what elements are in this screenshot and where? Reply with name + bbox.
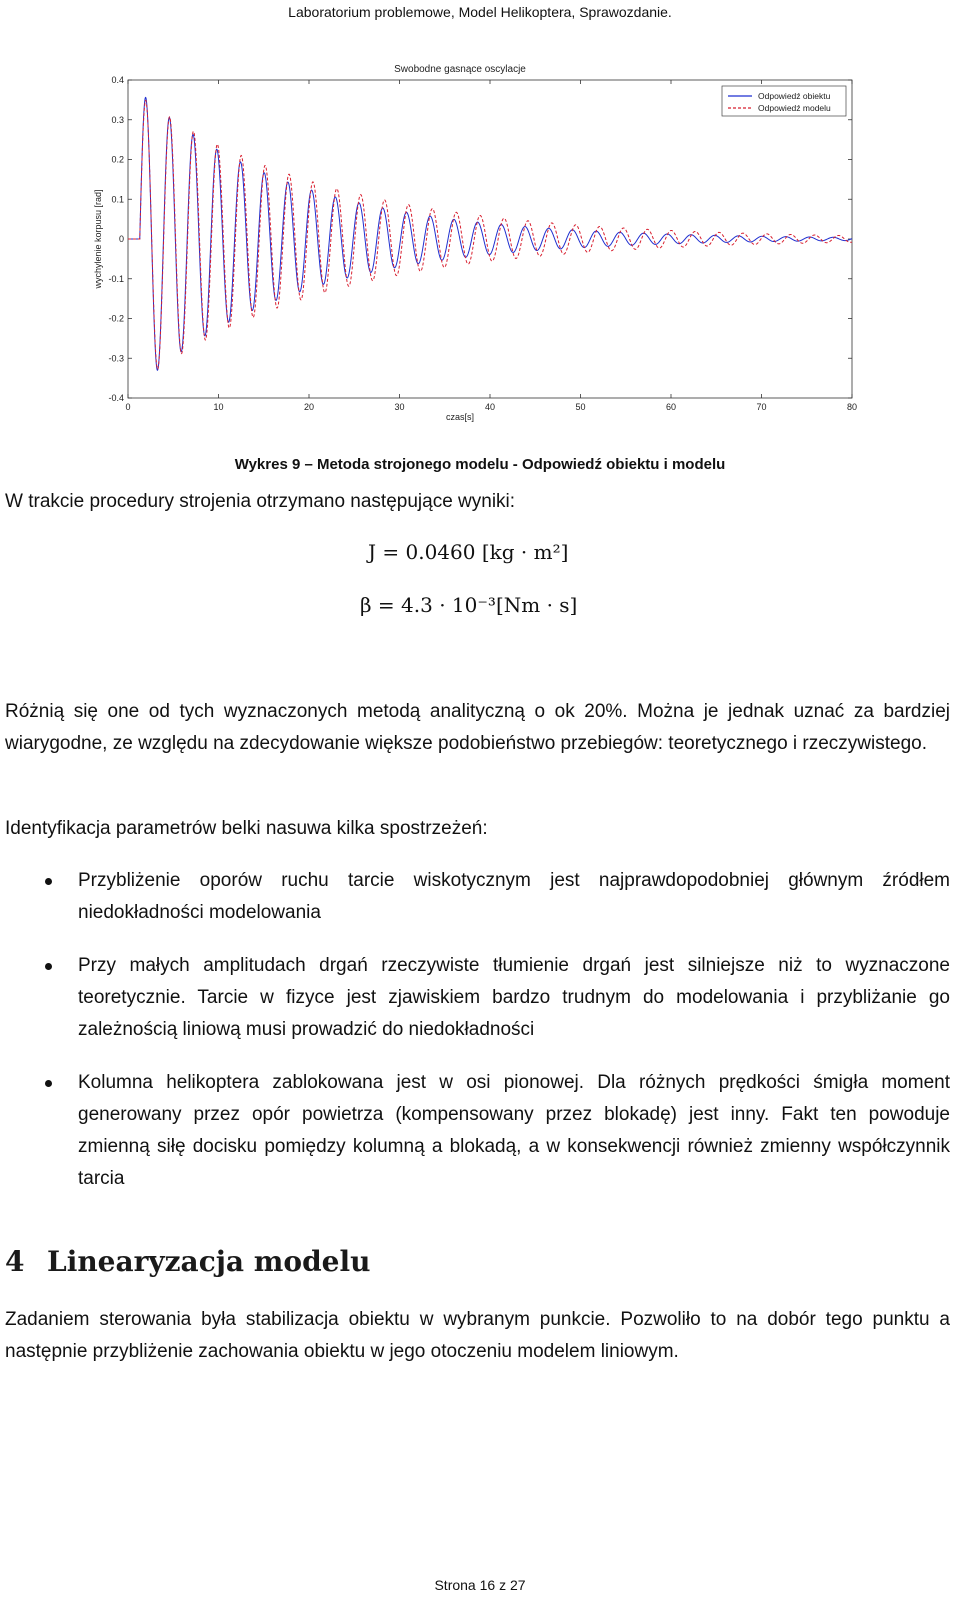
x-axis-label: czas[s]: [445, 412, 475, 422]
oscillation-chart: [70, 58, 890, 438]
x-tick-label: 80: [846, 402, 858, 412]
bullet-icon: [45, 878, 52, 885]
bullet-icon: [45, 1080, 52, 1087]
page-footer: Strona 16 z 27: [434, 1577, 526, 1593]
figure-caption: Wykres 9 – Metoda strojonego modelu - Odpowiedź obiektu i modelu: [234, 456, 726, 473]
paragraph-observations: Identyfikacja parametrów belki nasuwa kilka spostrzeżeń:: [5, 818, 488, 839]
y-tick-label: 0.1: [111, 194, 124, 205]
section-number: 4: [5, 1245, 25, 1278]
legend-label: Odpowiedź obiektu: [758, 91, 831, 101]
x-tick-label: 10: [213, 402, 224, 412]
chart-svg: [70, 58, 890, 438]
y-tick-label: 0.2: [111, 154, 124, 165]
y-tick-label: -0.4: [108, 393, 124, 403]
y-tick-label: -0.3: [108, 353, 124, 364]
x-tick-label: 70: [756, 402, 767, 412]
equation-beta: β = 4.3 · 10⁻³[Nm · s]: [360, 593, 578, 617]
page-header: Laboratorium problemowe, Model Helikoptera, Sprawozdanie.: [288, 4, 672, 20]
x-tick-label: 20: [303, 402, 315, 412]
y-axis-label: wychylenie korpusu [rad]: [93, 189, 103, 289]
plot-area: [128, 80, 852, 398]
list-item-text: Kolumna helikoptera zablokowana jest w osi pionowej. Dla różnych prędkości śmigła moment generowany przez opór powietrza (kompensowany przez blokadę) jest inny. Fakt ten powoduje zmienną siłę docisku pomiędzy kolumną a blokadą, a w konsekwencji również zmienny współczynnik tarcia: [78, 1072, 950, 1189]
y-tick-label: -0.1: [108, 273, 124, 284]
intro-paragraph: W trakcie procedury strojenia otrzymano następujące wyniki:: [5, 491, 516, 512]
x-tick-label: 30: [394, 402, 405, 412]
section-heading: [5, 1245, 370, 1278]
y-tick-label: 0: [118, 234, 124, 244]
y-tick-label: -0.2: [108, 313, 124, 324]
y-tick-label: 0.4: [111, 75, 124, 85]
x-tick-label: 40: [484, 402, 496, 412]
equation-j: J = 0.0460 [kg · m²]: [368, 540, 569, 564]
legend-label: Odpowiedź modelu: [758, 103, 831, 113]
list-item-text: Przy małych amplitudach drgań rzeczywiste tłumienie drgań jest silniejsze niż to wyznaczone teoretycznie. Tarcie w fizyce jest zjawiskiem bardzo trudnym do modelowania i przybliżanie go zależnością liniową musi prowadzić do niedokładności: [78, 955, 950, 1040]
paragraph-comparison: Różnią się one od tych wyznaczonych metodą analityczną o ok 20%. Można je jednak uznać za bardziej wiarygodne, ze względu na zdecydowanie większe podobieństwo przebiegów: teoretycznego i rzeczywistego.: [5, 701, 950, 754]
list-item-text: Przybliżenie oporów ruchu tarcie wiskotycznym jest najprawdopodobniej głównym źródłem niedokładności modelowania: [78, 870, 950, 923]
chart-title: Swobodne gasnące oscylacje: [394, 64, 526, 75]
x-tick-label: 60: [665, 402, 677, 412]
x-tick-label: 50: [575, 402, 586, 412]
section-title: Linearyzacja modelu: [47, 1245, 371, 1278]
paragraph-linearization: Zadaniem sterowania była stabilizacja obiektu w wybranym punkcie. Pozwoliło to na dobór tego punktu a następnie przybliżenie zachowania obiektu w jego otoczeniu modelem liniowym.: [5, 1309, 950, 1362]
bullet-icon: [45, 963, 52, 970]
y-tick-label: 0.3: [111, 114, 124, 125]
x-tick-label: 0: [125, 402, 131, 412]
